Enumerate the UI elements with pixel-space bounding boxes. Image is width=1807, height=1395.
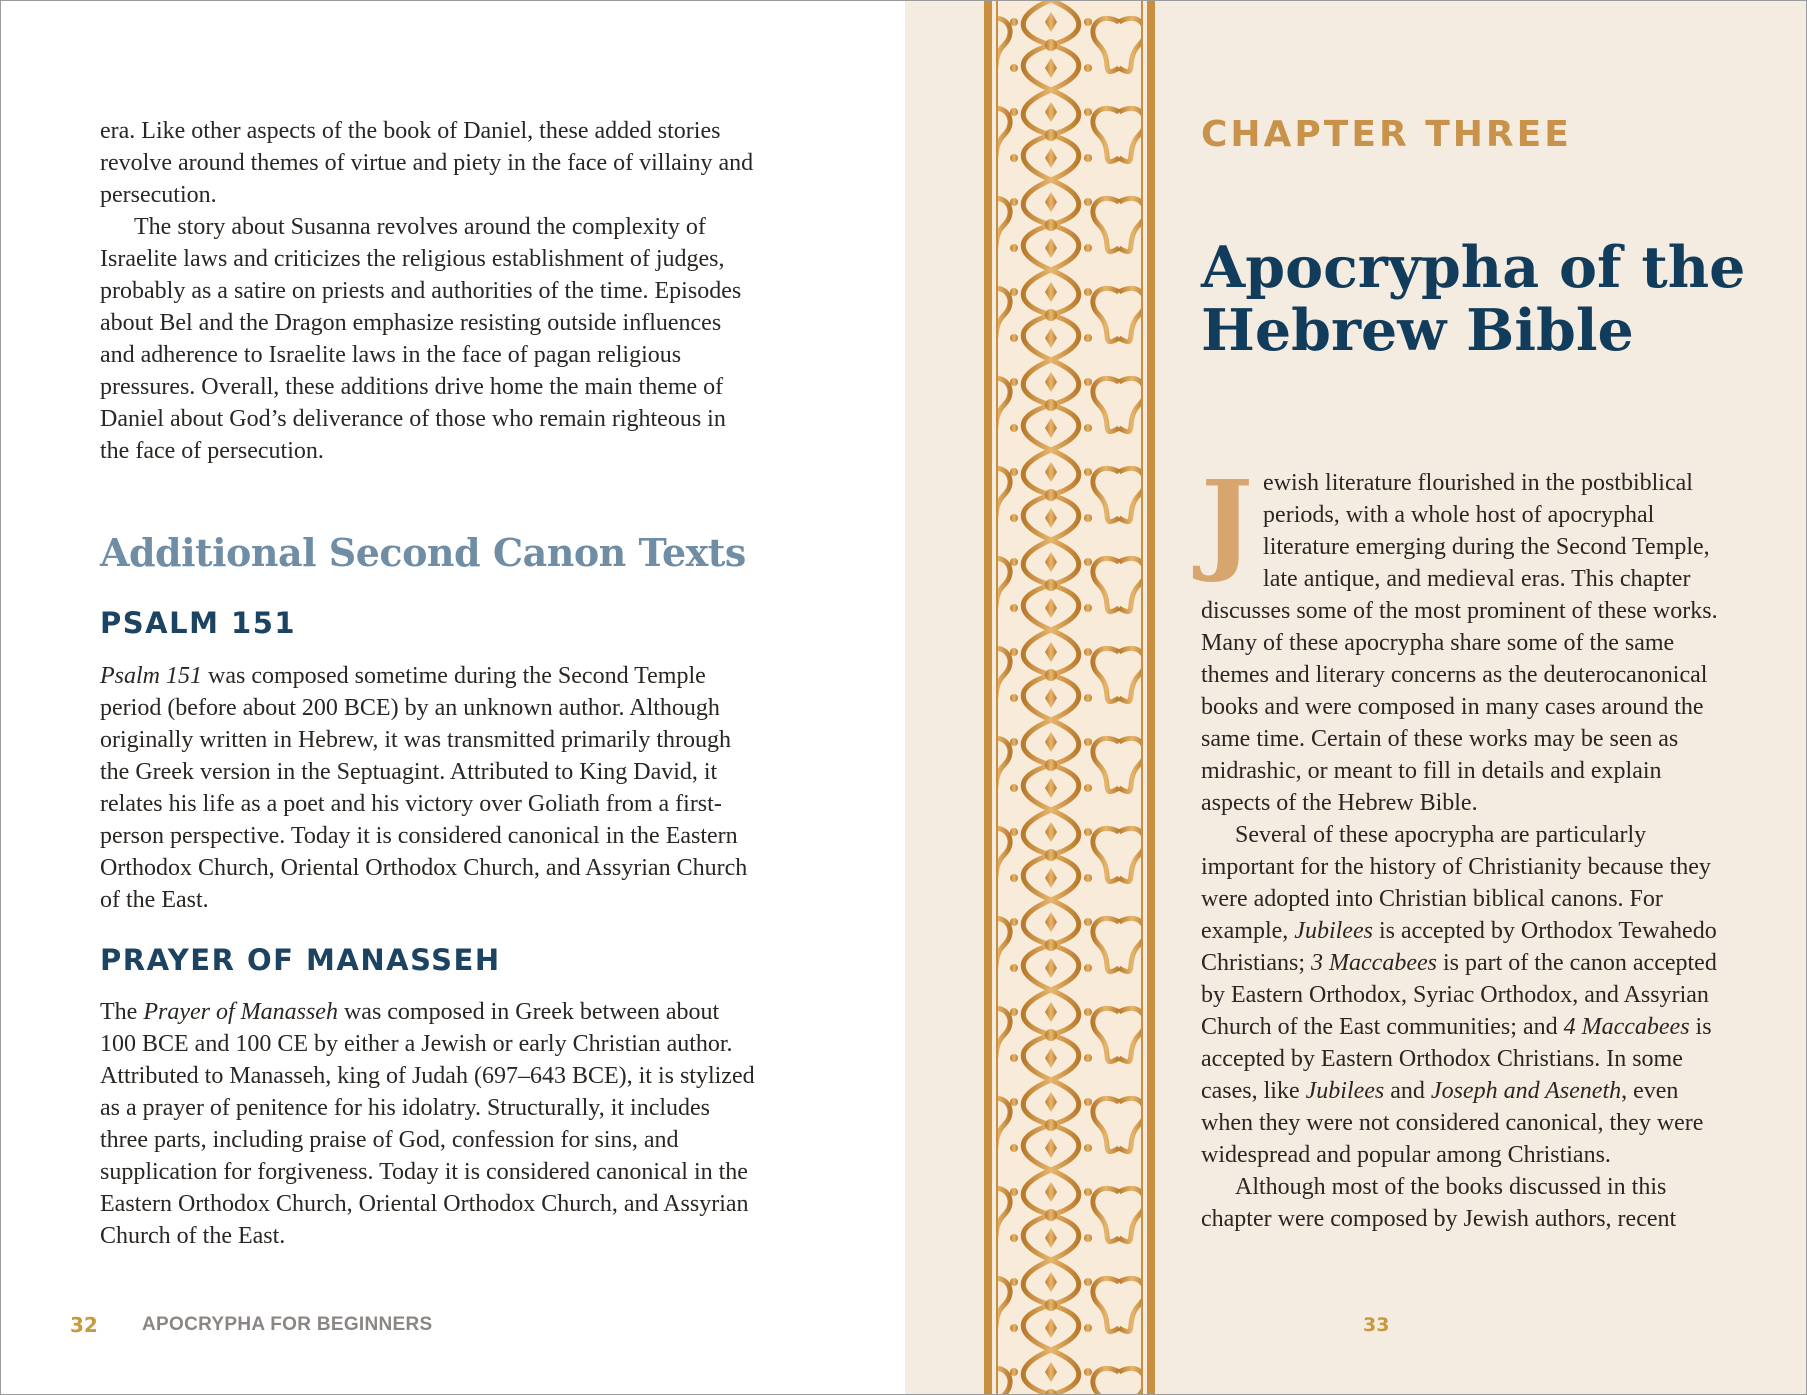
paragraph: Although most of the books discussed in this chapter were composed by Jewish authors, recent xyxy=(1201,1174,1677,1232)
band-border-right xyxy=(1147,0,1155,1395)
book-title: Joseph and Aseneth xyxy=(1430,1078,1622,1104)
text-span: , even when they were not considered canonical, they were widespread and popular among Christians. xyxy=(1201,1078,1704,1168)
arabesque-pattern xyxy=(997,0,1142,1395)
right-page xyxy=(905,0,1807,1395)
text-span: The xyxy=(100,999,144,1025)
band-border-left xyxy=(984,0,992,1395)
paragraph xyxy=(1201,456,1731,819)
text-span: was composed sometime during the Second Temple period (before about 200 BCE) by an unknown author. Although originally written in Hebrew, it was transmitted primarily through the Greek version in the Septuagint. Attributed to King David, it relates his life as a poet and his victory over Goliath from a first-person perspective. Today it is considered canonical in the Eastern Orthodox Church, Oriental Orthodox Church, and Assyrian Church of the East. xyxy=(100,663,748,913)
paragraph: The story about Susanna revolves around the complexity of Israelite laws and criticizes the religious establishment of judges, probably as a satire on priests and authorities of the time. Episodes about Bel and the Dragon emphasize resisting outside influences and adherence to Israelite laws in the face of pagan religious pressures. Overall, these additions drive home the main theme of Daniel about God’s deliverance of those who remain righteous in the face of persecution. xyxy=(100,214,742,464)
paragraph xyxy=(100,996,760,1252)
continuation-text xyxy=(100,115,760,467)
running-head: APOCRYPHA FOR BEGINNERS xyxy=(142,1314,433,1335)
book-title: Psalm 151 xyxy=(100,663,202,689)
psalm-151-heading: PSALM 151 xyxy=(100,606,297,640)
prayer-of-manasseh-heading: PRAYER OF MANASSEH xyxy=(100,943,501,977)
chapter-label: CHAPTER THREE xyxy=(1201,114,1572,155)
book-title: 4 Maccabees xyxy=(1563,1014,1690,1040)
paragraph xyxy=(100,660,760,916)
text-span: is part of the canon accepted by Eastern Orthodox, Syriac Orthodox, and Assyrian Church of the East communities; and xyxy=(1201,950,1717,1040)
section-heading: Additional Second Canon Texts xyxy=(100,530,746,575)
prayer-of-manasseh-text xyxy=(100,996,760,1252)
text-span: is accepted by Eastern Orthodox Christians. In some cases, like xyxy=(1201,1014,1712,1104)
text-span: and xyxy=(1384,1078,1431,1104)
text-span: ewish literature flourished in the postbiblical periods, with a whole host of apocryphal literature emerging during the Second Temple, late antique, and medieval eras. This chapter discusses some of the most prominent of these works. Many of these apocrypha share some of the same themes and literary concerns as the deuterocanonical books and were composed in many cases around the same time. Certain of these works may be seen as midrashic, or meant to fill in details and explain aspects of the Hebrew Bible. xyxy=(1201,470,1718,816)
chapter-text xyxy=(1201,456,1731,1235)
paragraph xyxy=(1201,819,1731,1171)
book-title: Jubilees xyxy=(1294,918,1373,944)
text-span: Several of these apocrypha are particularly important for the history of Christianity because they were adopted into Christian biblical canons. For example, xyxy=(1201,822,1711,944)
text-span: is accepted by Orthodox Tewahedo Christians; xyxy=(1201,918,1717,976)
page-number-right: 33 xyxy=(1363,1314,1390,1336)
book-title: 3 Maccabees xyxy=(1311,950,1437,976)
chapter-title: Apocrypha of the Hebrew Bible xyxy=(1201,234,1746,364)
text-span: was composed in Greek between about 100 BCE and 100 CE by either a Jewish or early Christian author. Attributed to Manasseh, king of Judah (697–643 BCE), it is stylized as a prayer of penitence for his idolatry. Structurally, it includes three parts, including praise of God, confession for sins, and supplication for forgiveness. Today it is considered canonical in the Eastern Orthodox Church, Oriental Orthodox Church, and Assyrian Church of the East. xyxy=(100,999,755,1249)
book-title: Jubilees xyxy=(1305,1078,1385,1104)
paragraph: era. Like other aspects of the book of Daniel, these added stories revolve around themes of virtue and piety in the face of villainy and persecution. xyxy=(100,118,754,208)
ornamental-band xyxy=(984,0,1155,1395)
book-title: Prayer of Manasseh xyxy=(143,999,338,1025)
psalm-151-text xyxy=(100,660,760,916)
page-number-left: 32 xyxy=(70,1313,98,1337)
drop-cap: J xyxy=(1201,456,1254,585)
